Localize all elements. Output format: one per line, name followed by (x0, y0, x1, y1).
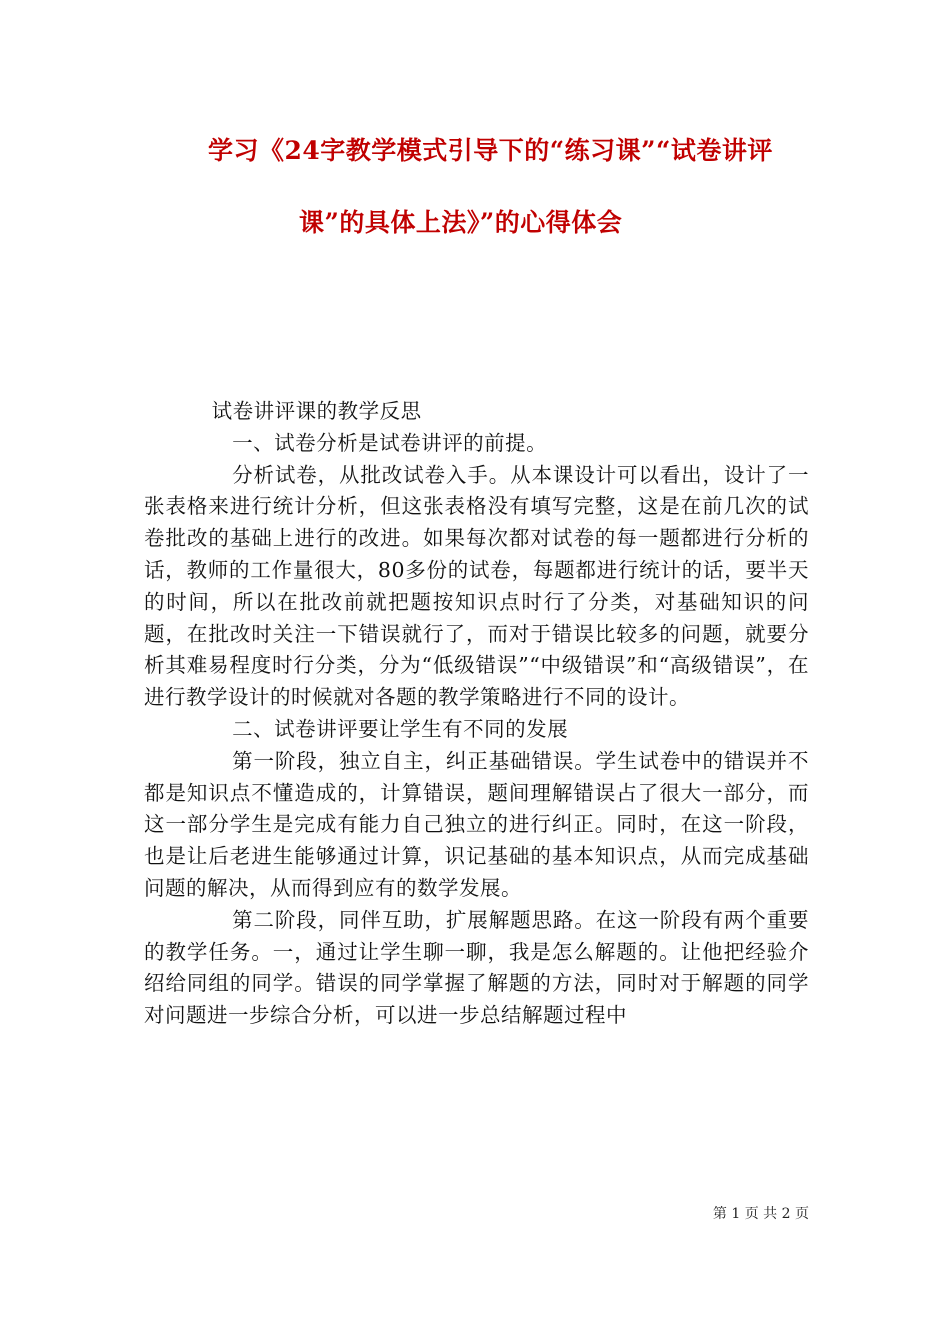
document-title-line-2: 课”的具体上法》”的心得体会 (299, 208, 623, 237)
paragraph-2: 第一阶段，独立自主，纠正基础错误。学生试卷中的错误并不都是知识点不懂造成的，计算错误，题间理解错误占了很大一部分，而这一部分学生是完成有能力自己独立的进行纠正。同时，在这一阶段，也是让后老进生能够通过计算，识记基础的基本知识点，从而完成基础问题的解决，从而得到应有的数学发展。 (144, 748, 809, 900)
section-heading-1: 一、试卷分析是试卷讲评的前提。 (232, 430, 548, 455)
paragraph-1: 分析试卷，从批改试卷入手。从本课设计可以看出，设计了一张表格来进行统计分析，但这张表格没有填写完整，这是在前几次的试卷批改的基础上进行的改进。如果每次都对试卷的每一题都进行分析的话，教师的工作量很大，80多份的试卷，每题都进行统计的话，要半天的时间，所以在批改前就把题按知识点时行了分类，对基础知识的问题，在批改时关注一下错误就行了，而对于错误比较多的问题，就要分析其难易程度时行分类，分为“低级错误”“中级错误”和“高级错误”，在进行教学设计的时候就对各题的教学策略进行不同的设计。 (144, 462, 809, 710)
page-number-footer: 第 1 页 共 2 页 (712, 1206, 809, 1222)
document-body (144, 396, 809, 1032)
section-heading-2: 二、试卷讲评要让学生有不同的发展 (232, 716, 569, 741)
section-subtitle: 试卷讲评课的教学反思 (211, 399, 422, 423)
document-title-line-1: 学习《24字教学模式引导下的“练习课”“试卷讲评 (208, 136, 773, 165)
paragraph-3: 第二阶段，同伴互助，扩展解题思路。在这一阶段有两个重要的教学任务。一，通过让学生聊一聊，我是怎么解题的。让他把经验介绍给同组的同学。错误的同学掌握了解题的方法，同时对于解题的同学对问题进一步综合分析，可以进一步总结解题过程中 (144, 907, 809, 1028)
